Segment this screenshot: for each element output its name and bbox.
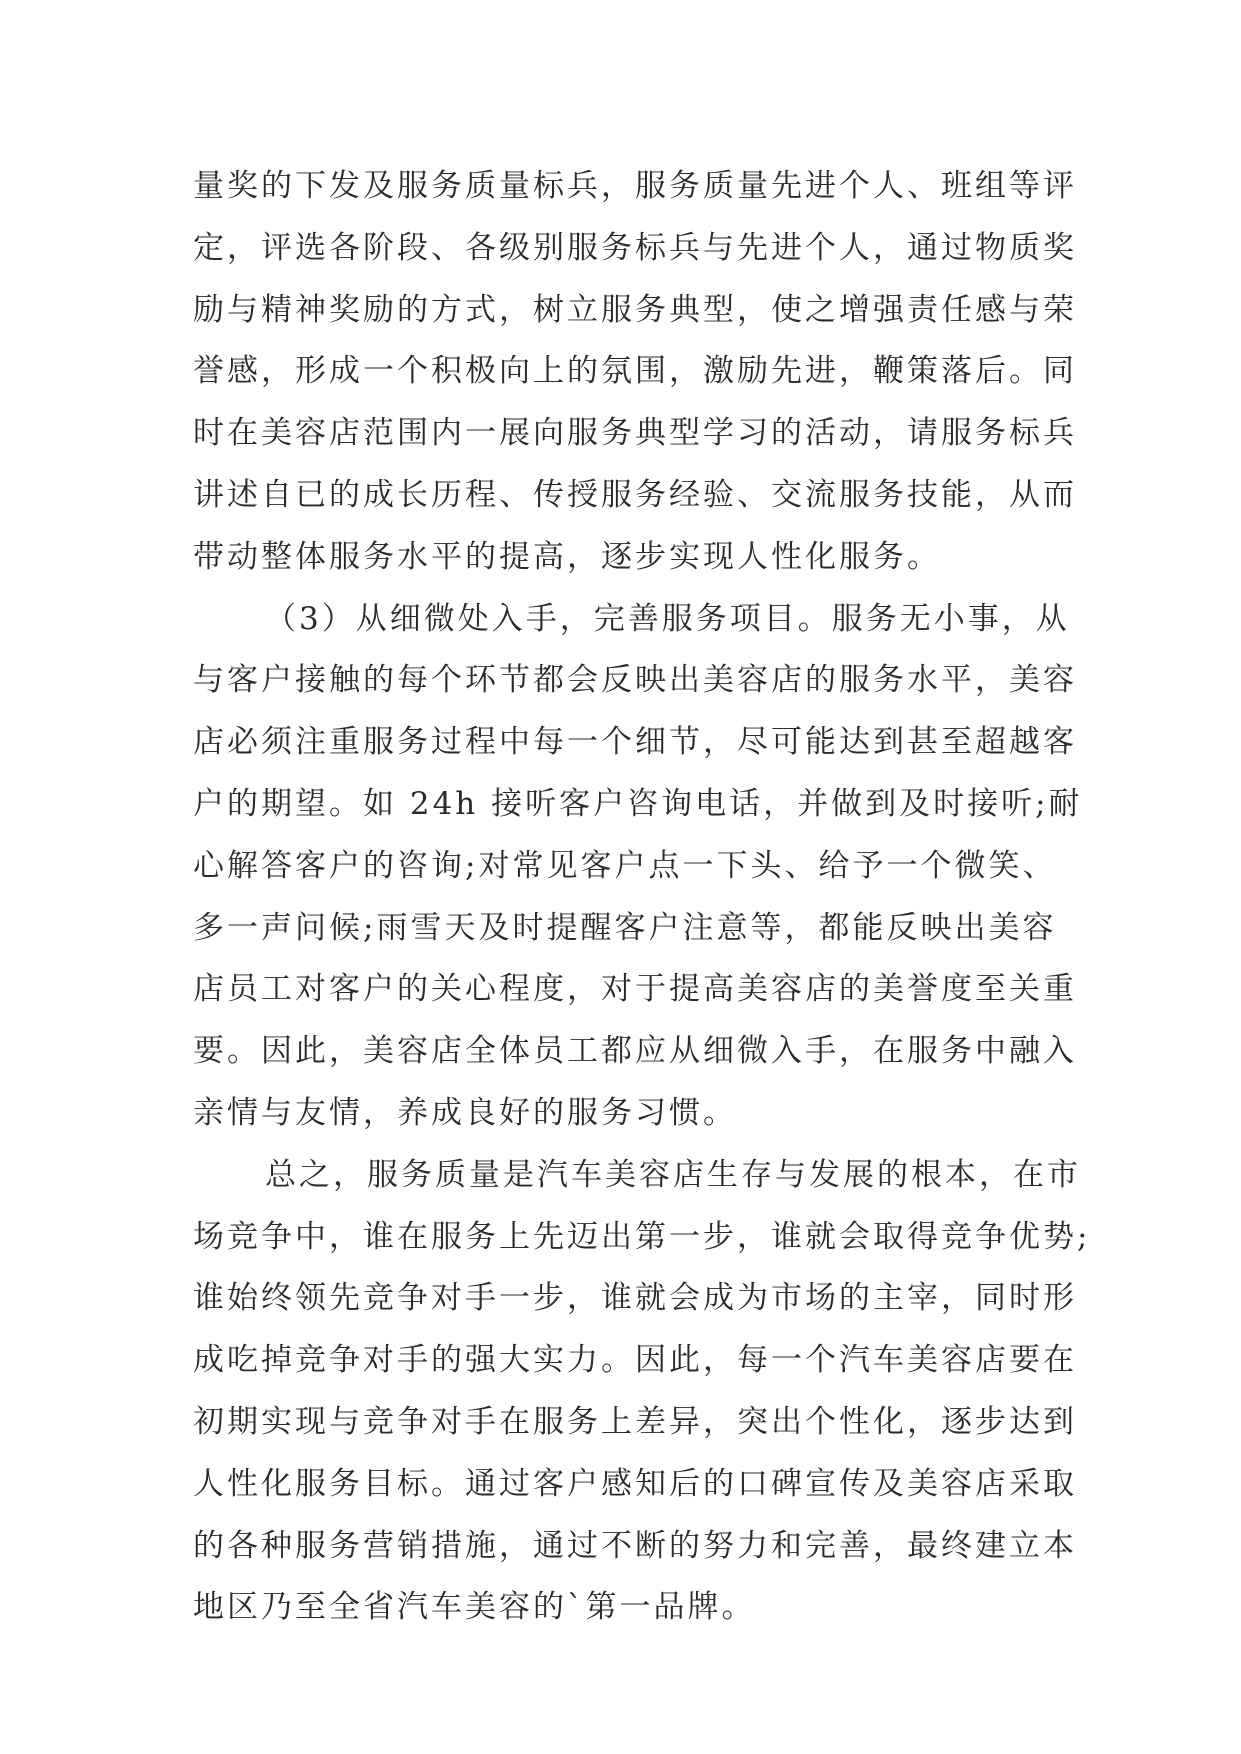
text-line: 心解答客户的咨询;对常见客户点一下头、给予一个微笑、 (193, 847, 1057, 884)
text-line: 定，评选各阶段、各级别服务标兵与先进个人，通过物质奖 (193, 229, 1077, 266)
text-line: 人性化服务目标。通过客户感知后的口碑宣传及美容店采取 (193, 1465, 1077, 1502)
paragraph-3 (193, 1145, 1091, 1639)
text-line: 谁始终领先竞争对手一步，谁就会成为市场的主宰，同时形 (193, 1280, 1077, 1317)
text-line: 誉感，形成一个积极向上的氛围，激励先进，鞭策落后。同 (193, 353, 1077, 390)
text-line: 成吃掉竞争对手的强大实力。因此，每一个汽车美容店要在 (193, 1342, 1077, 1379)
text-line: 的各种服务营销措施，通过不断的努力和完善，最终建立本 (193, 1527, 1077, 1564)
text-line: 亲情与友情，养成良好的服务习惯。 (193, 1094, 737, 1131)
text-line: 要。因此，美容店全体员工都应从细微入手，在服务中融入 (193, 1033, 1077, 1070)
text-line: 带动整体服务水平的提高，逐步实现人性化服务。 (193, 538, 941, 575)
text-line: 讲述自已的成长历程、传授服务经验、交流服务技能，从而 (193, 476, 1077, 513)
text-line: 店必须注重服务过程中每一个细节，尽可能达到甚至超越客 (193, 724, 1077, 761)
paragraph-2 (193, 589, 1083, 1145)
text-line: 店员工对客户的关心程度，对于提高美容店的美誉度至关重 (193, 971, 1077, 1008)
text-line: 户的期望。如 24h 接听客户咨询电话，并做到及时接听;耐 (193, 785, 1083, 822)
text-line: （3）从细微处入手，完善服务项目。服务无小事，从 (265, 600, 1070, 637)
text-line: 与客户接触的每个环节都会反映出美容店的服务水平，美容 (193, 662, 1077, 699)
text-line: 量奖的下发及服务质量标兵，服务质量先进个人、班组等评 (193, 168, 1077, 204)
text-line: 总之，服务质量是汽车美容店生存与发展的根本，在市 (265, 1156, 1081, 1193)
body-text (193, 156, 1091, 1639)
text-line: 时在美容店范围内一展向服务典型学习的活动，请服务标兵 (193, 415, 1077, 452)
text-line: 场竞争中，谁在服务上先迈出第一步，谁就会取得竞争优势; (193, 1218, 1091, 1255)
paragraph-1 (193, 156, 1077, 589)
text-line: 励与精神奖励的方式，树立服务典型，使之增强责任感与荣 (193, 291, 1077, 328)
text-line: 多一声问候;雨雪天及时提醒客户注意等，都能反映出美容 (193, 909, 1057, 946)
text-line: 地区乃至全省汽车美容的`第一品牌。 (193, 1589, 756, 1626)
text-line: 初期实现与竞争对手在服务上差异，突出个性化，逐步达到 (193, 1403, 1077, 1440)
